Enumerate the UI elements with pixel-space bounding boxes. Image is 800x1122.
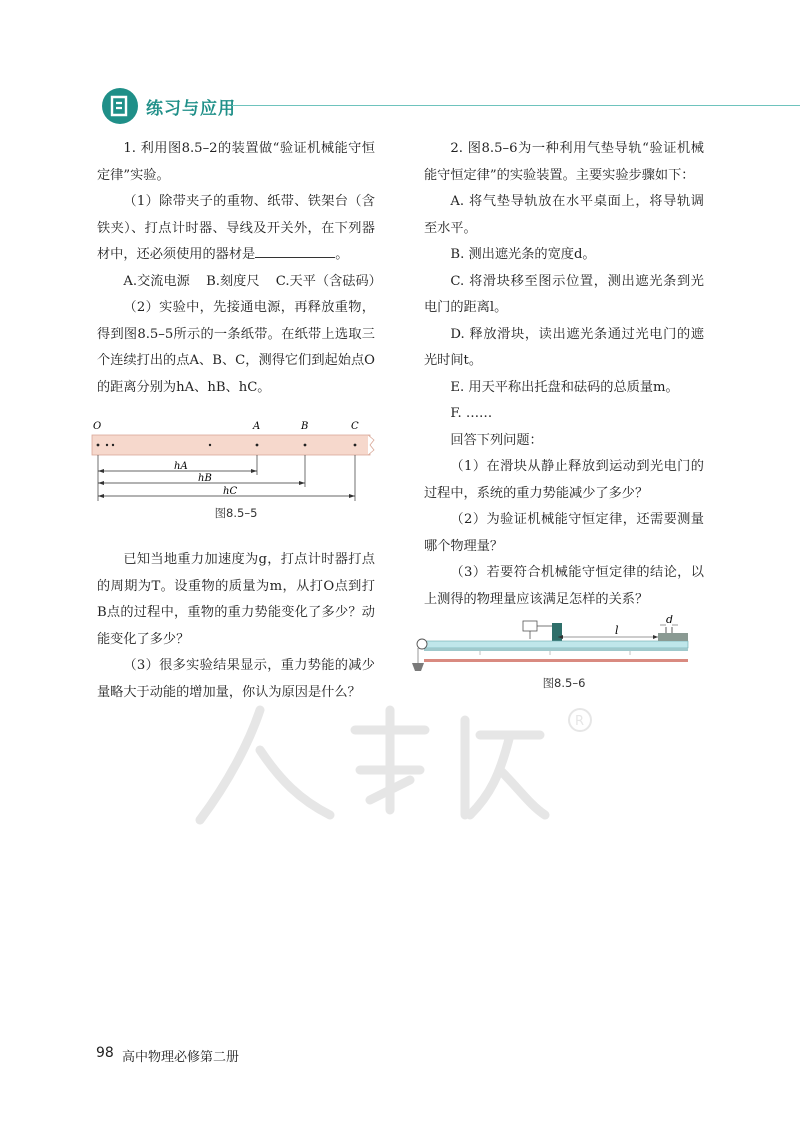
paper-tape-diagram [90, 413, 380, 509]
figure-caption: 图8.5–5 [214, 506, 258, 520]
q1-options [97, 269, 382, 296]
q2-part2: （2）为验证机械能守恒定律，还需要测量哪个物理量？ [424, 512, 704, 554]
step-b: B. 测出遮光条的宽度d。 [450, 247, 596, 262]
step-c: C. 将滑块移至图示位置，测出遮光条到光电门的距离l。 [424, 273, 704, 315]
figure-8-5-6 [424, 615, 704, 697]
figure-8-5-5 [93, 413, 375, 533]
point-c-label: C [351, 421, 359, 432]
point-a [256, 444, 259, 447]
air-track-diagram [410, 615, 710, 679]
q2-part1: （1）在滑块从静止释放到运动到光电门的过程中，系统的重力势能减少了多少？ [424, 459, 704, 501]
publisher-watermark [180, 690, 600, 840]
page-number: 98 [96, 1045, 114, 1061]
q1-part2: （2）实验中，先接通电源，再释放重物，得到图8.5–5所示的一条纸带。在纸带上选取三个连续打出的点A、B、C，测得它们到起始点O的距离分别为hA、hB、hC。 [97, 300, 375, 395]
air-track [424, 641, 688, 648]
label-d: d [666, 615, 674, 626]
dim-hc-label: hC [223, 486, 238, 497]
point-a-label: A [253, 421, 261, 432]
right-column [424, 136, 704, 697]
photogate [523, 621, 537, 631]
svg-text:R: R [575, 714, 585, 729]
step-d: D. 释放滑块，读出遮光条通过光电门的遮光时间t。 [424, 326, 704, 368]
q2-intro: 2. 图8.5–6为一种利用气垫导轨“验证机械能守恒定律”的实验装置。主要实验步骤如下： [424, 141, 704, 183]
label-l: l [615, 624, 619, 637]
section-title: 练习与应用 [146, 99, 236, 119]
step-a: A. 将气垫导轨放在水平桌面上，将导轨调至水平。 [424, 194, 704, 236]
point-o [97, 444, 100, 447]
option-a: A.交流电源 [123, 273, 190, 289]
slider [658, 633, 688, 641]
step-e: E. 用天平称出托盘和砝码的总质量m。 [450, 379, 679, 395]
dim-hb-label: hB [198, 473, 212, 484]
weight-tray [412, 663, 424, 671]
point-b [304, 444, 307, 447]
q1-part2-cont: 已知当地重力加速度为g，打点计时器打点的周期为T。设重物的质量为m，从打O点到打B点的过程中，重物的重力势能变化了多少？动能变化了多少？ [97, 552, 375, 647]
point-o-label: O [93, 421, 102, 432]
q1-part3: （3）很多实验结果显示，重力势能的减少量略大于动能的增加量，你认为原因是什么？ [97, 658, 375, 700]
point-c [354, 444, 357, 447]
option-b: B.刻度尺 [206, 273, 260, 289]
left-column [93, 136, 382, 706]
dim-ha-label: hA [174, 461, 188, 472]
step-f: F. …… [450, 406, 493, 421]
practice-icon [100, 86, 140, 126]
answer-blank[interactable] [255, 243, 335, 258]
figure-caption: 图8.5–6 [542, 676, 586, 690]
q2-part3: （3）若要符合机械能守恒定律的结论，以上测得的物理量应该满足怎样的关系？ [424, 565, 704, 607]
q1-part1: （1）除带夹子的重物、纸带、铁架台（含铁夹）、打点计时器、导线及开关外，在下列器材中，还必须使用的器材是 。 [97, 194, 375, 262]
point-b-label: B [301, 421, 309, 432]
book-title: 高中物理必修第二册 [122, 1050, 240, 1065]
q1-intro: 1. 利用图8.5–2的装置做“验证机械能守恒定律”实验。 [97, 141, 375, 183]
answer-intro: 回答下列问题： [450, 432, 543, 448]
pulley [417, 639, 427, 649]
header-rule [232, 105, 800, 106]
option-c: C.天平（含砝码） [275, 273, 382, 289]
